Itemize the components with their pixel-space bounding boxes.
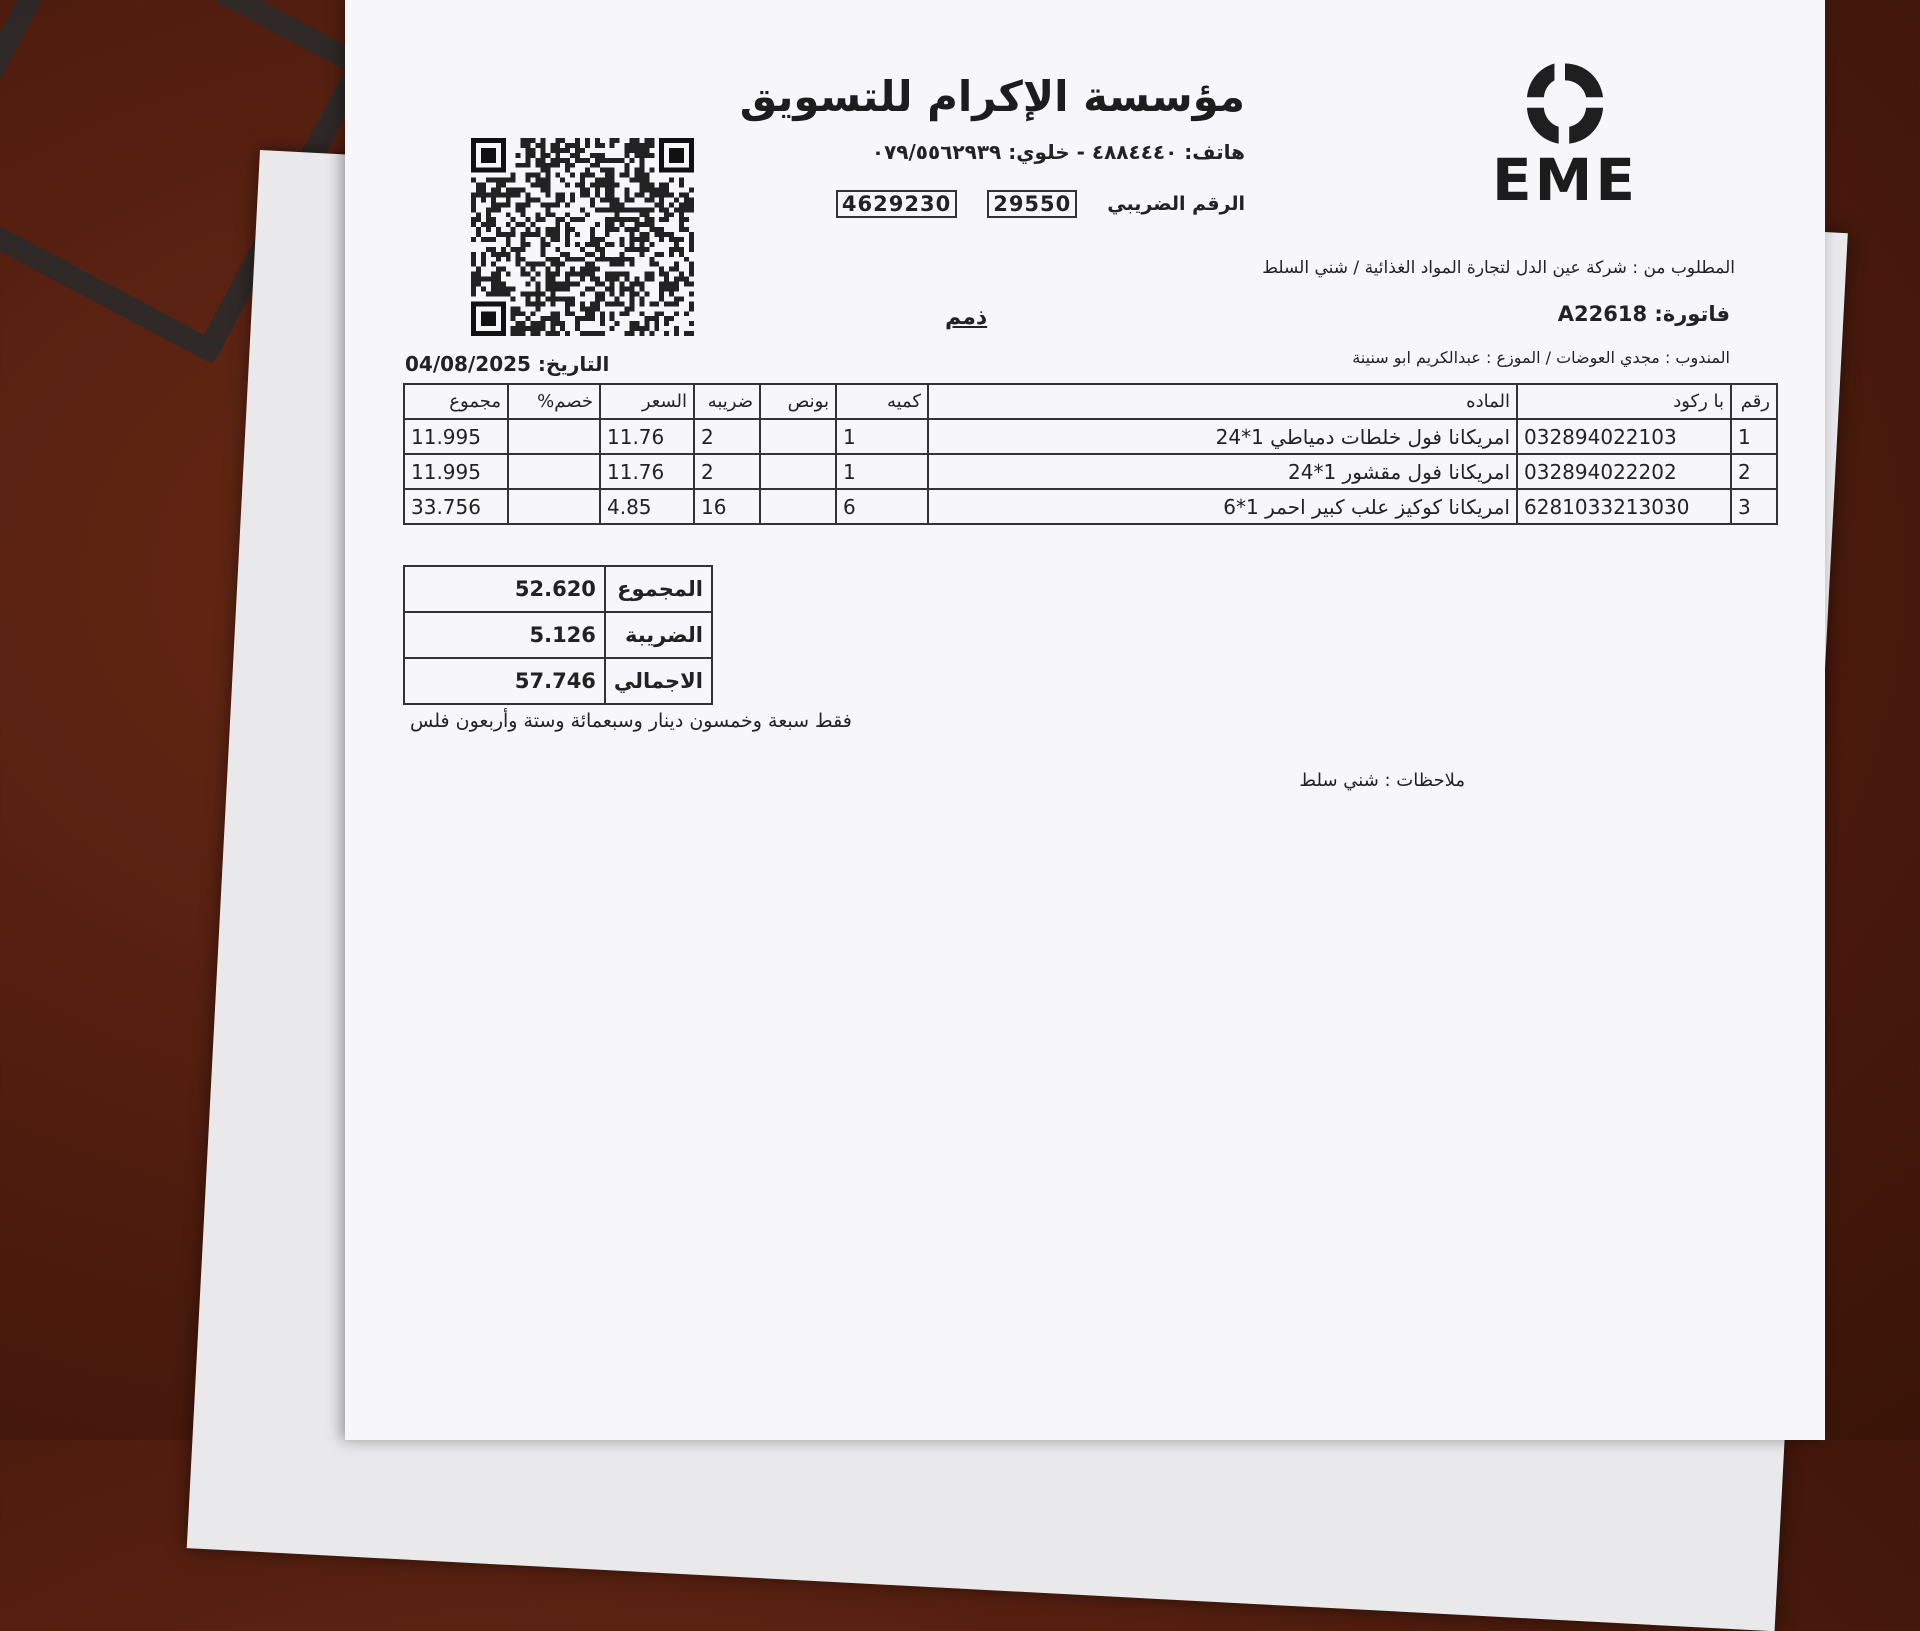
subtotal-label: المجموع <box>605 566 712 612</box>
subtotal-row <box>404 566 712 612</box>
header-discount: خصم% <box>508 384 600 419</box>
date-value: 04/08/2025 <box>405 352 531 376</box>
row-tax: 16 <box>694 489 760 524</box>
notes: ملاحظات : شني سلط <box>1299 770 1465 791</box>
invoice-date <box>405 352 609 376</box>
row-no: 2 <box>1731 454 1777 489</box>
company-name: مؤسسة الإكرام للتسويق <box>739 72 1245 121</box>
row-price: 11.76 <box>600 419 694 454</box>
invoice-number-label: فاتورة: <box>1654 302 1730 326</box>
delegate-distributor-line: المندوب : مجدي العوضات / الموزع : عبدالكريم ابو سنينة <box>1352 348 1730 367</box>
invoice-number-value: A22618 <box>1557 302 1648 326</box>
row-bonus <box>760 419 836 454</box>
header-no: رقم <box>1731 384 1777 419</box>
row-total: 33.756 <box>404 489 508 524</box>
row-bonus <box>760 454 836 489</box>
tax-total-value: 5.126 <box>404 612 605 658</box>
tax-number-box-2: 4629230 <box>836 190 957 218</box>
row-barcode: 032894022103 <box>1517 419 1731 454</box>
header-price: السعر <box>600 384 694 419</box>
company-phone-line: هاتف: ٤٨٨٤٤٤٠ - خلوي: ٠٧٩/٥٥٦٢٩٣٩ <box>871 140 1245 164</box>
qr-code <box>470 138 695 336</box>
items-table-header-row <box>404 384 1777 419</box>
row-item: امريكانا فول خلطات دمياطي 1*24 <box>928 419 1517 454</box>
invoice-type-label: ذمم <box>945 305 988 330</box>
subtotal-value: 52.620 <box>404 566 605 612</box>
logo-swirl-icon <box>1510 55 1620 150</box>
row-qty: 6 <box>836 489 928 524</box>
table-row <box>404 489 1777 524</box>
tax-number-line <box>836 190 1245 218</box>
row-discount <box>508 489 600 524</box>
tax-number-label: الرقم الضريبي <box>1107 193 1245 215</box>
row-discount <box>508 454 600 489</box>
header-bonus: بونص <box>760 384 836 419</box>
row-item: امريكانا فول مقشور 1*24 <box>928 454 1517 489</box>
tax-number-box-1: 29550 <box>987 190 1077 218</box>
row-qty: 1 <box>836 419 928 454</box>
row-discount <box>508 419 600 454</box>
row-price: 11.76 <box>600 454 694 489</box>
row-barcode: 6281033213030 <box>1517 489 1731 524</box>
totals-table <box>403 565 713 705</box>
row-item: امريكانا كوكيز علب كبير احمر 1*6 <box>928 489 1517 524</box>
row-qty: 1 <box>836 454 928 489</box>
logo-text: EME <box>1492 146 1638 214</box>
header-total: مجموع <box>404 384 508 419</box>
amount-in-words: فقط سبعة وخمسون دينار وسبعمائة وستة وأربعون فلس <box>410 710 852 732</box>
invoice-sheet <box>345 0 1825 1440</box>
grand-total-value: 57.746 <box>404 658 605 704</box>
row-bonus <box>760 489 836 524</box>
requested-from-line: المطلوب من : شركة عين الدل لتجارة المواد الغذائية / شني السلط <box>1262 258 1735 278</box>
grand-total-row <box>404 658 712 704</box>
row-price: 4.85 <box>600 489 694 524</box>
header-tax: ضريبه <box>694 384 760 419</box>
header-item: الماده <box>928 384 1517 419</box>
tax-total-row <box>404 612 712 658</box>
table-row <box>404 454 1777 489</box>
row-no: 3 <box>1731 489 1777 524</box>
header-barcode: با ركود <box>1517 384 1731 419</box>
row-no: 1 <box>1731 419 1777 454</box>
row-tax: 2 <box>694 454 760 489</box>
tax-total-label: الضريبة <box>605 612 712 658</box>
grand-total-label: الاجمالي <box>605 658 712 704</box>
row-tax: 2 <box>694 419 760 454</box>
header-qty: كميه <box>836 384 928 419</box>
date-label: التاريخ: <box>537 352 610 376</box>
invoice-number <box>1558 302 1730 326</box>
items-table <box>403 383 1778 525</box>
row-total: 11.995 <box>404 419 508 454</box>
company-logo <box>1475 55 1655 215</box>
row-total: 11.995 <box>404 454 508 489</box>
table-row <box>404 419 1777 454</box>
row-barcode: 032894022202 <box>1517 454 1731 489</box>
